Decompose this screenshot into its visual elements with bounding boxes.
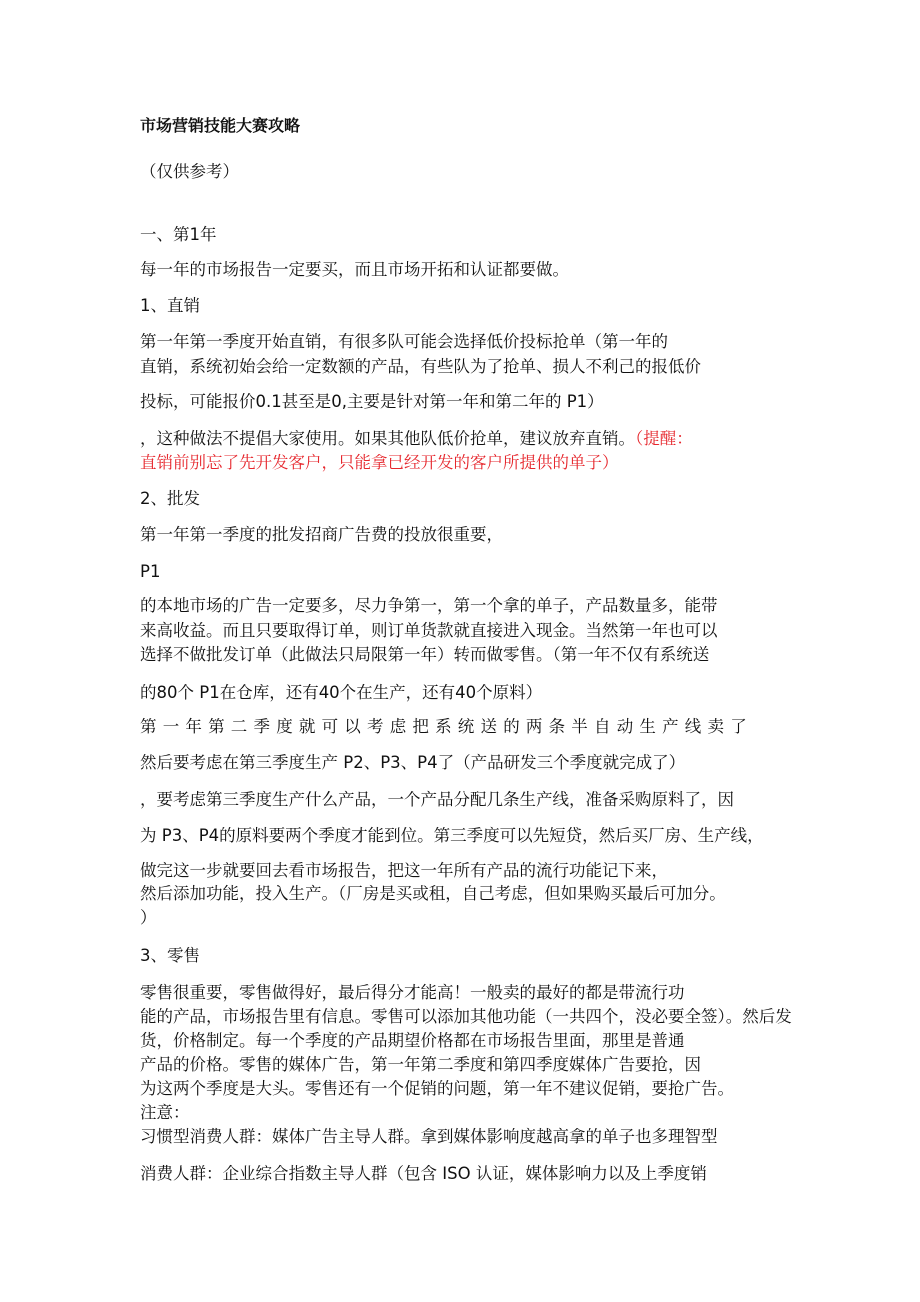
doc-title: 市场营销技能大赛攻略: [140, 116, 301, 135]
paragraph-line: 消费人群：企业综合指数主导人群（包含 ISO 认证，媒体影响力以及上季度销: [140, 1164, 707, 1183]
paragraph-line: 投标，可能报价0.1甚至是0,主要是针对第一年和第二年的 P1）: [140, 392, 604, 411]
reminder-text: （提醒：: [635, 429, 693, 448]
paragraph-line: 直销，系统初始会给一定数额的产品，有些队为了抢单、损人不利己的报低价: [140, 357, 701, 376]
paragraph-line: 零售很重要，零售做得好，最后得分才能高！一般卖的最好的都是带流行功: [140, 983, 685, 1002]
paragraph-line: 第一年第二季度就可以考虑把系统送的两条半自动生产线卖了: [140, 717, 753, 736]
reminder-line: 直销前别忘了先开发客户，只能拿已经开发的客户所提供的单子）: [140, 453, 619, 472]
paragraph-text: ，这种做法不提倡大家使用。如果其他队低价抢单，建议放弃直销。: [140, 429, 635, 448]
paragraph-line: 货，价格制定。每一个季度的产品期望价格都在市场报告里面，那里是普通: [140, 1031, 685, 1050]
paragraph-line: 习惯型消费人群：媒体广告主导人群。拿到媒体影响度越高拿的单子也多理智型: [140, 1127, 718, 1146]
note-heading: 注意：: [140, 1103, 190, 1122]
paragraph-line: 选择不做批发订单（此做法只局限第一年）转而做零售。（第一年不仅有系统送: [140, 645, 710, 664]
paragraph-line: 然后添加功能，投入生产。（厂房是买或租，自己考虑，但如果购买最后可加分。: [140, 884, 726, 903]
subheading-direct-sales: 1、直销: [140, 296, 200, 315]
paragraph-line: ，要考虑第三季度生产什么产品，一个产品分配几条生产线，准备采购原料了，因: [140, 790, 734, 809]
doc-subtitle: （仅供参考）: [140, 162, 239, 181]
paragraph-line: [140, 428, 693, 450]
section-heading-year1: 一、第1年: [140, 225, 217, 244]
paragraph-line: 做完这一步就要回去看市场报告，把这一年所有产品的流行功能记下来，: [140, 861, 668, 880]
paragraph-line: ）: [140, 908, 157, 927]
paragraph-line: 来高收益。而且只要取得订单，则订单货款就直接进入现金。当然第一年也可以: [140, 621, 718, 640]
paragraph-line: 的本地市场的广告一定要多，尽力争第一，第一个拿的单子，产品数量多，能带: [140, 596, 718, 615]
paragraph-line: 第一年第一季度的批发招商广告费的投放很重要，: [140, 525, 503, 544]
paragraph-line: 为 P3、P4的原料要两个季度才能到位。第三季度可以先短贷，然后买厂房、生产线，: [140, 826, 764, 845]
paragraph-line: P1: [140, 562, 161, 581]
paragraph-line: 能的产品，市场报告里有信息。零售可以添加其他功能（一共四个，没必要全签）。然后发: [140, 1007, 792, 1026]
paragraph-line: 每一年的市场报告一定要买，而且市场开拓和认证都要做。: [140, 260, 569, 279]
paragraph-line: 产品的价格。零售的媒体广告，第一年第二季度和第四季度媒体广告要抢，因: [140, 1055, 701, 1074]
paragraph-line: 第一年第一季度开始直销，有很多队可能会选择低价投标抢单（第一年的: [140, 332, 668, 351]
subheading-wholesale: 2、批发: [140, 489, 200, 508]
paragraph-line: 的80个 P1在仓库，还有40个在生产，还有40个原料）: [140, 683, 543, 702]
paragraph-line: 然后要考虑在第三季度生产 P2、P3、P4了（产品研发三个季度就完成了）: [140, 753, 686, 772]
paragraph-line: 为这两个季度是大头。零售还有一个促销的问题，第一年不建议促销，要抢广告。: [140, 1079, 734, 1098]
subheading-retail: 3、零售: [140, 946, 200, 965]
